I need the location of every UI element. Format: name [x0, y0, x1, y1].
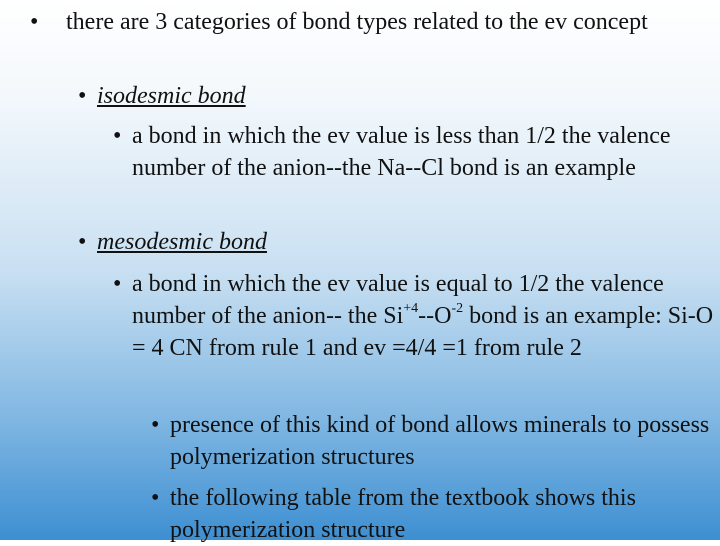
bullet-isodesmic-definition: [113, 120, 718, 184]
bullet-marker: •: [151, 485, 160, 511]
bullet-text: the following table from the textbook shows this polymerization structure: [170, 485, 636, 543]
bullet-marker: •: [113, 123, 122, 149]
text-part: a bond in which the ev value is equal to 1/2 the valence number of the anion-- the Si: [132, 271, 664, 329]
bullet-isodesmic-heading: [78, 80, 678, 112]
bullet-text: a bond in which the ev value is less than 1/2 the valence number of the anion--the Na--Cl bond is an example: [132, 123, 671, 181]
bullet-text: there are 3 categories of bond types related to the ev concept: [66, 9, 648, 35]
mesodesmic-bond-term: mesodesmic bond: [97, 229, 267, 255]
isodesmic-bond-term: isodesmic bond: [97, 83, 246, 109]
bullet-marker: •: [151, 412, 160, 438]
superscript-charge-o: -2: [451, 301, 464, 316]
superscript-charge-si: +4: [403, 301, 419, 316]
bullet-text: [132, 268, 718, 364]
bullet-bond-categories: [30, 6, 670, 38]
bullet-marker: •: [78, 229, 87, 255]
bullet-marker: •: [30, 9, 39, 35]
bullet-table-reference: [151, 482, 716, 546]
text-part: --O: [418, 303, 452, 329]
bullet-text: presence of this kind of bond allows minerals to possess polymerization structures: [170, 412, 710, 470]
text-part: bond is an example: Si-O = 4 CN from rule 1 and ev =4/4 =1 from rule 2: [132, 303, 714, 361]
bullet-marker: •: [78, 83, 87, 109]
bullet-marker: •: [113, 271, 122, 297]
bullet-mesodesmic-heading: [78, 226, 678, 258]
bullet-polymerization: [151, 409, 716, 473]
bullet-mesodesmic-definition: [113, 268, 718, 364]
